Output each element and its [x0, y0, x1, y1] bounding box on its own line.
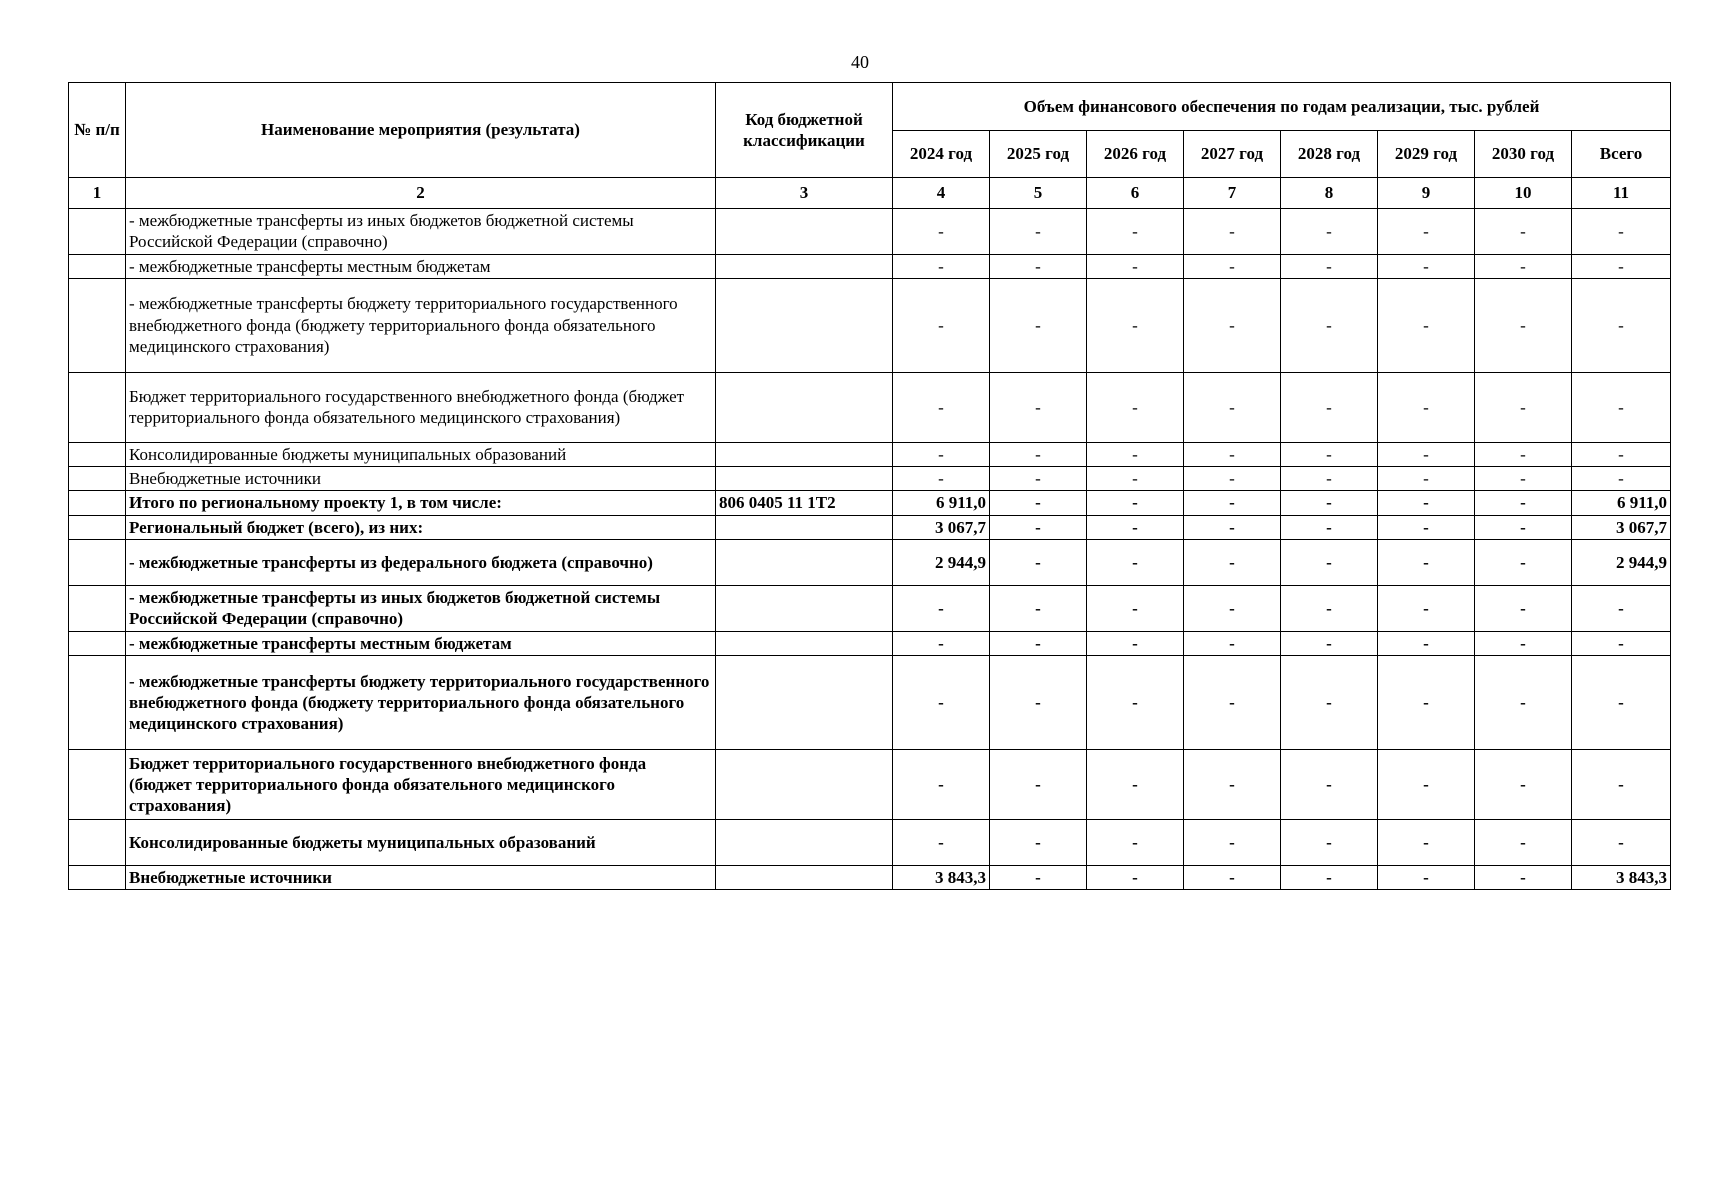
row-code	[716, 442, 893, 466]
table-row	[69, 515, 1671, 539]
row-total-value: -	[1572, 467, 1671, 491]
row-code	[716, 372, 893, 442]
row-year-value: -	[1184, 750, 1281, 820]
row-total-value: -	[1572, 750, 1671, 820]
row-number-cell	[69, 539, 126, 585]
row-year-value: -	[1475, 515, 1572, 539]
header-code: Код бюджетной классификации	[716, 83, 893, 178]
row-year-value: -	[1087, 866, 1184, 890]
table-row	[69, 209, 1671, 255]
row-year-value: -	[893, 372, 990, 442]
row-name: - межбюджетные трансферты бюджету территориального государственного внебюджетного фонда (бюджету территориального фонда обязательного медицинского страхования)	[126, 656, 716, 750]
row-code	[716, 656, 893, 750]
header-name: Наименование мероприятия (результата)	[126, 83, 716, 178]
table-row	[69, 491, 1671, 515]
row-year-value: -	[1087, 656, 1184, 750]
row-total-value: 3 843,3	[1572, 866, 1671, 890]
table-row	[69, 656, 1671, 750]
row-year-value: -	[1184, 539, 1281, 585]
row-number-cell	[69, 442, 126, 466]
row-year-value: -	[1184, 491, 1281, 515]
row-total-value: -	[1572, 631, 1671, 655]
header-num: № п/п	[69, 83, 126, 178]
row-year-value: -	[990, 372, 1087, 442]
header-funding: Объем финансового обеспечения по годам реализации, тыс. рублей	[893, 83, 1671, 131]
row-year-value: -	[990, 209, 1087, 255]
row-year-value: -	[1184, 656, 1281, 750]
row-year-value: -	[1281, 442, 1378, 466]
row-year-value: -	[1087, 372, 1184, 442]
row-year-value: -	[1184, 209, 1281, 255]
row-year-value: -	[1475, 539, 1572, 585]
header-year-2025: 2025 год	[990, 131, 1087, 178]
row-year-value: -	[1087, 467, 1184, 491]
row-year-value: -	[1378, 585, 1475, 631]
row-total-value: -	[1572, 656, 1671, 750]
row-year-value: -	[1087, 820, 1184, 866]
row-year-value: -	[1281, 585, 1378, 631]
row-year-value: -	[1184, 467, 1281, 491]
row-year-value: -	[1378, 866, 1475, 890]
row-total-value: -	[1572, 209, 1671, 255]
row-year-value: -	[1378, 539, 1475, 585]
row-year-value: -	[1087, 491, 1184, 515]
row-year-value: -	[893, 656, 990, 750]
row-number-cell	[69, 820, 126, 866]
row-year-value: -	[1378, 278, 1475, 372]
row-total-value: -	[1572, 442, 1671, 466]
row-year-value: -	[1475, 820, 1572, 866]
row-year-value: -	[1281, 491, 1378, 515]
row-year-value: -	[990, 585, 1087, 631]
row-year-value: -	[1475, 372, 1572, 442]
row-total-value: 2 944,9	[1572, 539, 1671, 585]
row-name: - межбюджетные трансферты из иных бюджетов бюджетной системы Российской Федерации (справочно)	[126, 585, 716, 631]
row-code	[716, 539, 893, 585]
row-year-value: -	[1087, 209, 1184, 255]
row-year-value: -	[893, 209, 990, 255]
row-year-value: -	[1475, 631, 1572, 655]
row-number-cell	[69, 467, 126, 491]
row-year-value: -	[1378, 209, 1475, 255]
table-body	[69, 209, 1671, 890]
row-year-value: -	[990, 866, 1087, 890]
row-year-value: -	[1087, 539, 1184, 585]
row-number-cell	[69, 750, 126, 820]
row-year-value: 2 944,9	[893, 539, 990, 585]
row-year-value: -	[1281, 372, 1378, 442]
table-row	[69, 539, 1671, 585]
table-row	[69, 631, 1671, 655]
row-year-value: -	[1378, 750, 1475, 820]
row-name: - межбюджетные трансферты местным бюджетам	[126, 631, 716, 655]
row-year-value: -	[1184, 631, 1281, 655]
row-total-value: -	[1572, 585, 1671, 631]
row-number-cell	[69, 585, 126, 631]
row-year-value: -	[1378, 372, 1475, 442]
row-name: Региональный бюджет (всего), из них:	[126, 515, 716, 539]
row-year-value: -	[1378, 656, 1475, 750]
row-year-value: -	[1087, 631, 1184, 655]
row-year-value: -	[1184, 372, 1281, 442]
col-index: 11	[1572, 178, 1671, 209]
row-number-cell	[69, 515, 126, 539]
row-year-value: -	[1184, 254, 1281, 278]
row-code	[716, 467, 893, 491]
col-index: 1	[69, 178, 126, 209]
table-row	[69, 866, 1671, 890]
row-code	[716, 254, 893, 278]
header-year-2024: 2024 год	[893, 131, 990, 178]
table-row	[69, 254, 1671, 278]
row-year-value: -	[893, 278, 990, 372]
col-index: 10	[1475, 178, 1572, 209]
row-year-value: -	[1184, 585, 1281, 631]
row-number-cell	[69, 631, 126, 655]
row-year-value: -	[1378, 631, 1475, 655]
row-year-value: -	[1281, 254, 1378, 278]
header-year-2029: 2029 год	[1378, 131, 1475, 178]
row-number-cell	[69, 278, 126, 372]
row-name: Внебюджетные источники	[126, 866, 716, 890]
row-year-value: -	[1184, 442, 1281, 466]
row-year-value: -	[990, 750, 1087, 820]
row-code	[716, 866, 893, 890]
row-year-value: -	[1184, 820, 1281, 866]
row-code	[716, 631, 893, 655]
col-index: 8	[1281, 178, 1378, 209]
table-row	[69, 278, 1671, 372]
row-year-value: -	[990, 539, 1087, 585]
row-year-value: -	[990, 254, 1087, 278]
row-year-value: -	[1378, 467, 1475, 491]
row-year-value: -	[1475, 866, 1572, 890]
header-year-2027: 2027 год	[1184, 131, 1281, 178]
page-number: 40	[851, 52, 869, 72]
row-year-value: -	[1281, 539, 1378, 585]
row-year-value: -	[1281, 467, 1378, 491]
col-index: 9	[1378, 178, 1475, 209]
row-year-value: -	[990, 656, 1087, 750]
row-year-value: -	[1475, 491, 1572, 515]
row-code	[716, 515, 893, 539]
row-total-value: -	[1572, 372, 1671, 442]
row-year-value: -	[893, 254, 990, 278]
col-index: 7	[1184, 178, 1281, 209]
row-total-value: -	[1572, 278, 1671, 372]
row-year-value: -	[1475, 750, 1572, 820]
row-number-cell	[69, 491, 126, 515]
row-year-value: -	[1281, 750, 1378, 820]
row-total-value: 6 911,0	[1572, 491, 1671, 515]
row-year-value: -	[1087, 585, 1184, 631]
row-year-value: -	[1281, 515, 1378, 539]
row-year-value: -	[893, 467, 990, 491]
row-name: - межбюджетные трансферты из федерального бюджета (справочно)	[126, 539, 716, 585]
row-year-value: 3 067,7	[893, 515, 990, 539]
row-year-value: 3 843,3	[893, 866, 990, 890]
row-year-value: -	[990, 820, 1087, 866]
row-year-value: -	[990, 631, 1087, 655]
row-code	[716, 750, 893, 820]
table-row	[69, 442, 1671, 466]
row-year-value: -	[990, 515, 1087, 539]
row-year-value: -	[1475, 656, 1572, 750]
row-number-cell	[69, 866, 126, 890]
row-year-value: -	[893, 585, 990, 631]
row-year-value: -	[1281, 278, 1378, 372]
header-year-2028: 2028 год	[1281, 131, 1378, 178]
row-year-value: -	[1087, 278, 1184, 372]
row-year-value: -	[1281, 631, 1378, 655]
table-row	[69, 467, 1671, 491]
row-number-cell	[69, 254, 126, 278]
row-code	[716, 209, 893, 255]
row-year-value: -	[1087, 750, 1184, 820]
row-name: Консолидированные бюджеты муниципальных образований	[126, 442, 716, 466]
row-year-value: -	[1475, 254, 1572, 278]
row-year-value: -	[1087, 254, 1184, 278]
row-year-value: -	[1475, 467, 1572, 491]
row-year-value: -	[1281, 209, 1378, 255]
row-code	[716, 278, 893, 372]
col-index: 3	[716, 178, 893, 209]
row-year-value: -	[1378, 515, 1475, 539]
row-name: - межбюджетные трансферты бюджету территориального государственного внебюджетного фонда (бюджету территориального фонда обязательного медицинского страхования)	[126, 278, 716, 372]
row-name: Бюджет территориального государственного внебюджетного фонда (бюджет территориального фонда обязательного медицинского страхования)	[126, 372, 716, 442]
table-row	[69, 372, 1671, 442]
row-year-value: -	[1184, 278, 1281, 372]
col-index: 6	[1087, 178, 1184, 209]
header-total: Всего	[1572, 131, 1671, 178]
row-year-value: -	[1378, 820, 1475, 866]
row-year-value: -	[1184, 866, 1281, 890]
col-index: 5	[990, 178, 1087, 209]
table-row	[69, 750, 1671, 820]
row-name: Внебюджетные источники	[126, 467, 716, 491]
row-year-value: -	[1281, 866, 1378, 890]
table-row	[69, 585, 1671, 631]
row-year-value: -	[893, 750, 990, 820]
row-year-value: -	[1378, 254, 1475, 278]
row-number-cell	[69, 656, 126, 750]
row-year-value: -	[990, 278, 1087, 372]
row-year-value: -	[1475, 278, 1572, 372]
row-number-cell	[69, 372, 126, 442]
row-name: - межбюджетные трансферты местным бюджетам	[126, 254, 716, 278]
header-year-2030: 2030 год	[1475, 131, 1572, 178]
col-index: 4	[893, 178, 990, 209]
row-year-value: -	[1475, 585, 1572, 631]
row-year-value: -	[1087, 442, 1184, 466]
row-name: Бюджет территориального государственного внебюджетного фонда (бюджет территориального фонда обязательного медицинского страхования)	[126, 750, 716, 820]
row-year-value: -	[893, 631, 990, 655]
row-year-value: -	[1281, 820, 1378, 866]
row-name: - межбюджетные трансферты из иных бюджетов бюджетной системы Российской Федерации (справочно)	[126, 209, 716, 255]
row-year-value: -	[1281, 656, 1378, 750]
row-code	[716, 585, 893, 631]
row-year-value: -	[990, 467, 1087, 491]
row-total-value: -	[1572, 254, 1671, 278]
row-year-value: -	[990, 442, 1087, 466]
row-year-value: -	[1087, 515, 1184, 539]
row-year-value: -	[1184, 515, 1281, 539]
header-year-2026: 2026 год	[1087, 131, 1184, 178]
row-name: Консолидированные бюджеты муниципальных образований	[126, 820, 716, 866]
row-code: 806 0405 11 1Т2	[716, 491, 893, 515]
col-index: 2	[126, 178, 716, 209]
row-year-value: -	[1378, 491, 1475, 515]
row-year-value: -	[893, 442, 990, 466]
row-year-value: -	[990, 491, 1087, 515]
row-year-value: -	[893, 820, 990, 866]
row-year-value: -	[1475, 209, 1572, 255]
row-year-value: -	[1378, 442, 1475, 466]
table-row	[69, 820, 1671, 866]
row-name: Итого по региональному проекту 1, в том числе:	[126, 491, 716, 515]
row-total-value: 3 067,7	[1572, 515, 1671, 539]
row-total-value: -	[1572, 820, 1671, 866]
row-code	[716, 820, 893, 866]
funding-table	[68, 82, 1671, 890]
row-year-value: 6 911,0	[893, 491, 990, 515]
row-number-cell	[69, 209, 126, 255]
row-year-value: -	[1475, 442, 1572, 466]
